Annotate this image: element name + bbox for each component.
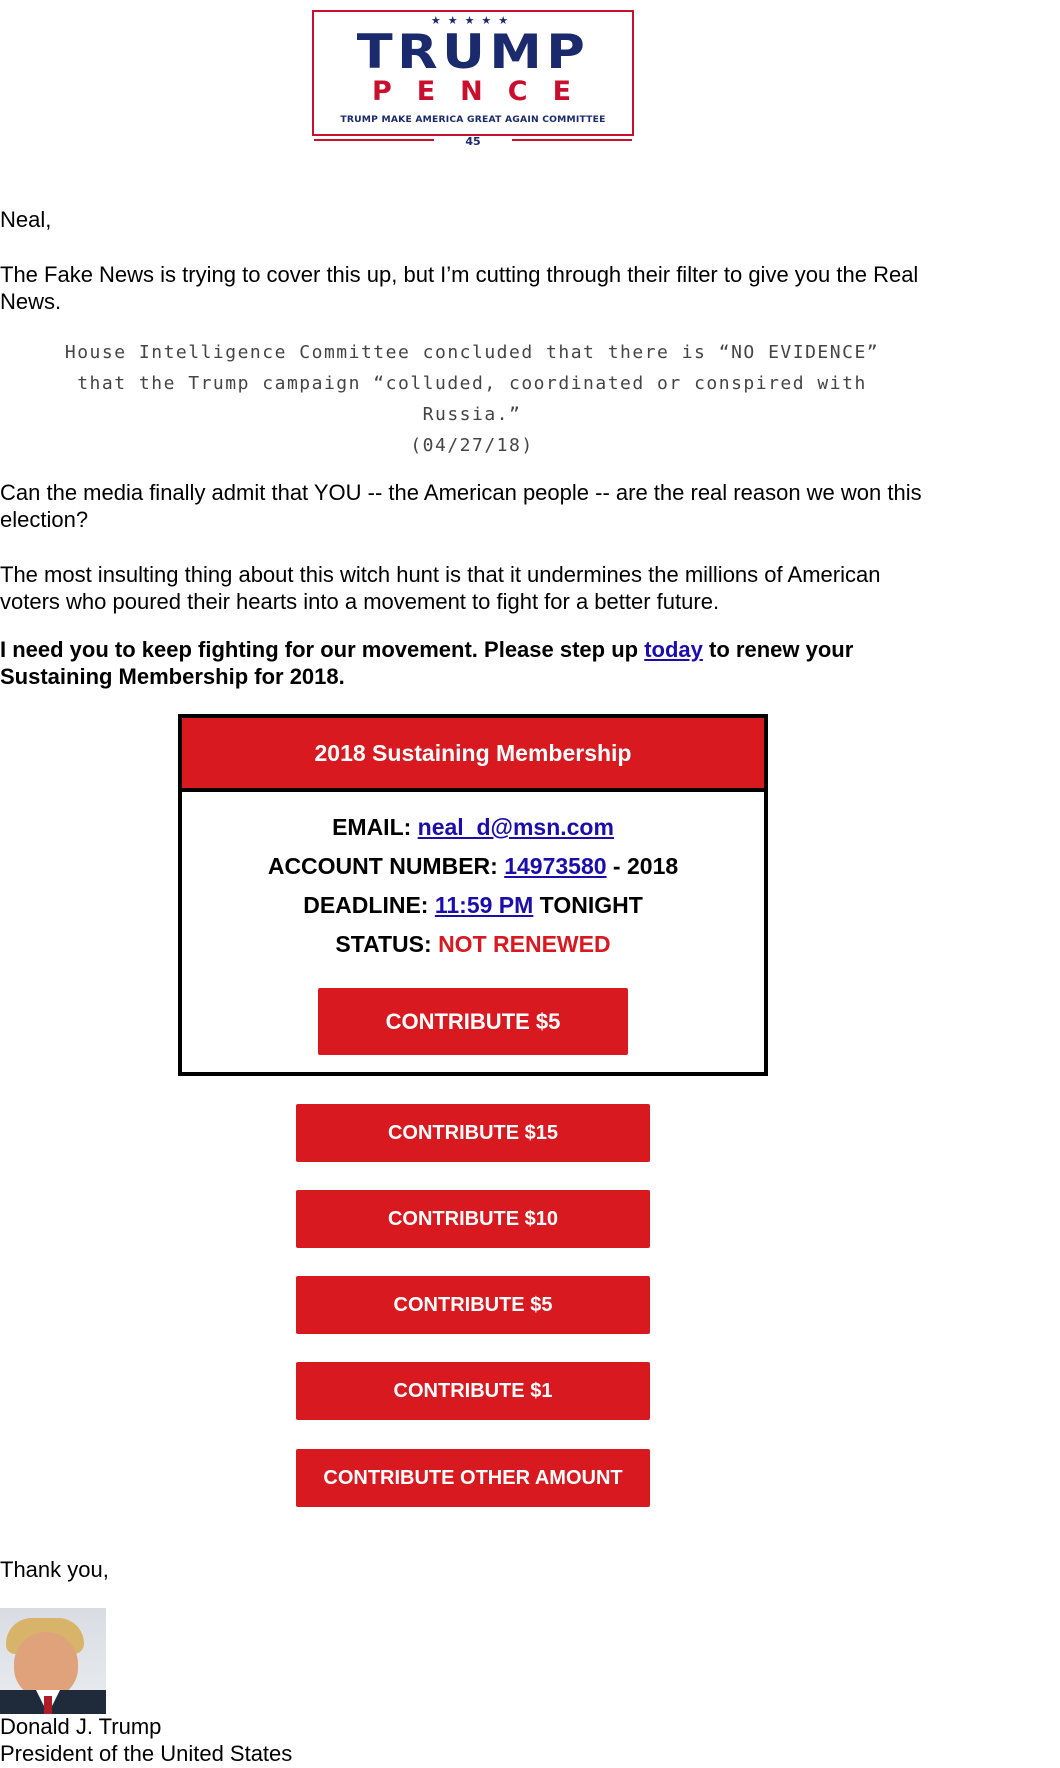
paragraph-fake-news: The Fake News is trying to cover this up, but I’m cutting through their filter to give you the Real News. <box>0 262 919 314</box>
contribute-1-button[interactable]: CONTRIBUTE $1 <box>296 1362 650 1420</box>
account-label: ACCOUNT NUMBER: <box>267 853 505 879</box>
status-label: STATUS: <box>335 931 439 957</box>
portrait-tie-shape <box>44 1696 52 1714</box>
trump-pence-logo <box>312 10 634 148</box>
email-row <box>182 808 764 847</box>
signature-title: President of the United States <box>0 1741 293 1766</box>
membership-details <box>182 792 764 1055</box>
logo-stars: ★★★★★ <box>430 15 516 27</box>
contribute-other-amount-button[interactable]: CONTRIBUTE OTHER AMOUNT <box>296 1449 650 1507</box>
status-row <box>182 925 764 964</box>
quote-date: (04/27/18) <box>410 435 534 456</box>
logo-divider-right <box>512 139 632 141</box>
contribute-10-button[interactable]: CONTRIBUTE $10 <box>296 1190 650 1248</box>
signature-name: Donald J. Trump <box>0 1714 162 1739</box>
membership-box <box>178 714 768 1076</box>
greeting: Neal, <box>0 207 52 232</box>
today-link[interactable]: today <box>644 637 703 662</box>
logo-number-row <box>314 132 632 148</box>
logo-pence-text: PENCE <box>371 76 597 107</box>
logo-divider-left <box>314 139 434 141</box>
deadline-row <box>182 886 764 925</box>
quote-line-1: House Intelligence Committee concluded that there is “NO EVIDENCE” <box>64 342 880 363</box>
logo-trump-text: TRUMP <box>356 25 590 80</box>
portrait-face-shape <box>14 1632 78 1698</box>
deadline-label: DEADLINE: <box>303 892 435 918</box>
account-suffix: - 2018 <box>606 853 679 879</box>
contribute-5-button[interactable]: CONTRIBUTE $5 <box>296 1276 650 1334</box>
quote-line-3: Russia.” <box>422 404 522 425</box>
contribute-15-button[interactable]: CONTRIBUTE $15 <box>296 1104 650 1162</box>
paragraph-media: Can the media finally admit that YOU -- the American people -- are the real reason we won this election? <box>0 480 922 532</box>
logo-number: 45 <box>465 135 481 148</box>
logo-committee-text: TRUMP MAKE AMERICA GREAT AGAIN COMMITTEE <box>340 114 606 125</box>
account-row <box>182 847 764 886</box>
cta-paragraph <box>0 636 900 690</box>
quote-line-2: that the Trump campaign “colluded, coordinated or conspired with <box>77 373 867 394</box>
email-label: EMAIL: <box>332 814 418 840</box>
deadline-time-link[interactable]: 11:59 PM <box>434 892 534 918</box>
email-link[interactable]: neal_d@msn.com <box>417 814 614 840</box>
membership-title: 2018 Sustaining Membership <box>182 718 764 792</box>
status-value: NOT RENEWED <box>438 931 611 957</box>
cta-text-before: I need you to keep fighting for our movement. Please step up <box>0 637 645 662</box>
contribute-5-primary-button[interactable]: CONTRIBUTE $5 <box>318 988 628 1055</box>
cta-text-after: to renew your Sustaining Membership for 2018. <box>0 637 854 689</box>
deadline-suffix: TONIGHT <box>533 892 643 918</box>
closing: Thank you, <box>0 1557 109 1582</box>
trump-portrait-photo <box>0 1608 106 1714</box>
account-number-link[interactable]: 14973580 <box>504 853 607 879</box>
quote-block <box>0 337 944 461</box>
paragraph-witch-hunt: The most insulting thing about this witch hunt is that it undermines the millions of American voters who poured their hearts into a movement to fight for a better future. <box>0 562 881 614</box>
